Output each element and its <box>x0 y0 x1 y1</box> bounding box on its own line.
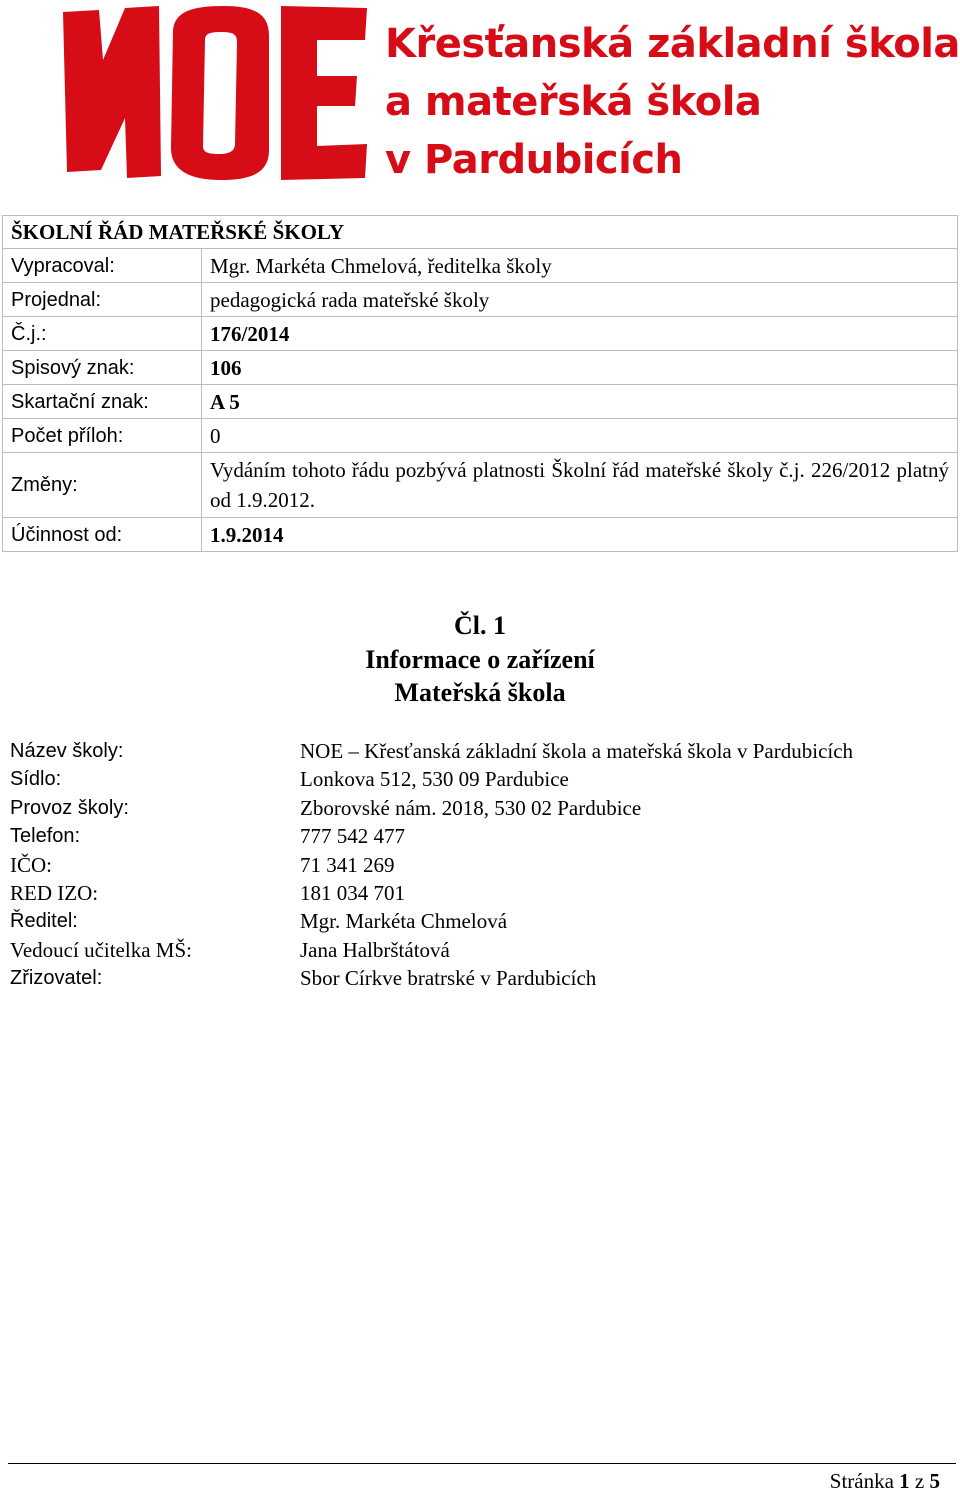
facility-value: Jana Halbrštátová <box>300 937 450 962</box>
facility-row-founder <box>10 964 955 992</box>
facility-label: Ředitel: <box>10 910 78 933</box>
facility-row-red-izo <box>10 879 955 907</box>
info-value-changes: Vydáním tohoto řádu pozbývá platnosti Školní řád mateřské školy č.j. 226/2012 platný od 1.9.2012. <box>202 453 958 518</box>
info-label-changes: Změny: <box>3 453 202 518</box>
info-label-attachments: Počet příloh: <box>3 419 202 453</box>
facility-label: Sídlo: <box>10 768 62 791</box>
noe-logo-mark <box>55 0 375 185</box>
facility-row-operation <box>10 794 955 822</box>
info-value-discussed-by: pedagogická rada mateřské školy <box>202 283 958 317</box>
info-label-discussed-by: Projednal: <box>3 283 202 317</box>
footer-divider <box>8 1463 956 1464</box>
info-label-reference-number: Č.j.: <box>3 317 202 351</box>
document-info-table <box>2 215 958 552</box>
info-value-prepared-by: Mgr. Markéta Chmelová, ředitelka školy <box>202 249 958 283</box>
facility-row-director <box>10 907 955 935</box>
facility-value: 71 341 269 <box>300 852 395 877</box>
facility-label: Název školy: <box>10 740 124 762</box>
facility-value: Mgr. Markéta Chmelová <box>300 909 508 934</box>
facility-value: Zborovské nám. 2018, 530 02 Pardubice <box>300 795 642 820</box>
info-label-file-code: Spisový znak: <box>3 351 202 385</box>
facility-info-list <box>10 737 955 993</box>
school-logo <box>55 0 960 185</box>
facility-value: Lonkova 512, 530 09 Pardubice <box>300 767 569 792</box>
logo-line-1: Křesťanská základní škola <box>385 21 960 67</box>
info-value-effective-from: 1.9.2014 <box>202 518 958 552</box>
info-value-shredding-code: A 5 <box>202 385 958 419</box>
of-word: z <box>914 1469 925 1493</box>
facility-row-phone <box>10 822 955 850</box>
logo-line-2: a mateřská škola <box>385 79 762 125</box>
article-number: Čl. 1 <box>454 611 506 640</box>
info-label-effective-from: Účinnost od: <box>3 518 202 552</box>
info-value-file-code: 106 <box>202 351 958 385</box>
info-value-reference-number: 176/2014 <box>202 317 958 351</box>
info-value-attachments: 0 <box>202 419 958 453</box>
article-subtitle: Mateřská škola <box>394 678 566 707</box>
facility-label: Provoz školy: <box>10 796 129 819</box>
page-word: Stránka <box>829 1469 894 1493</box>
facility-label: Vedoucí učitelka MŠ: <box>10 937 192 962</box>
current-page: 1 <box>899 1469 910 1493</box>
facility-value: Sbor Církve bratrské v Pardubicích <box>300 966 597 991</box>
facility-row-head-teacher <box>10 936 955 964</box>
facility-label: Telefon: <box>10 825 81 848</box>
page-number <box>830 1468 940 1494</box>
facility-label: RED IZO: <box>10 880 99 905</box>
article-title: Informace o zařízení <box>365 645 595 674</box>
info-label-prepared-by: Vypracoval: <box>3 249 202 283</box>
facility-row-ico <box>10 851 955 879</box>
facility-row-seat <box>10 765 955 793</box>
facility-row-school-name <box>10 737 955 765</box>
facility-value: 181 034 701 <box>300 880 405 905</box>
logo-line-3: v Pardubicích <box>385 137 683 183</box>
facility-label: IČO: <box>10 852 52 877</box>
document-title: ŠKOLNÍ ŘÁD MATEŘSKÉ ŠKOLY <box>3 216 958 249</box>
facility-label: Zřizovatel: <box>10 967 103 990</box>
facility-value: 777 542 477 <box>300 824 405 849</box>
total-pages: 5 <box>929 1469 940 1493</box>
facility-value: NOE – Křesťanská základní škola a mateřská škola v Pardubicích <box>300 739 854 763</box>
info-label-shredding-code: Skartační znak: <box>3 385 202 419</box>
